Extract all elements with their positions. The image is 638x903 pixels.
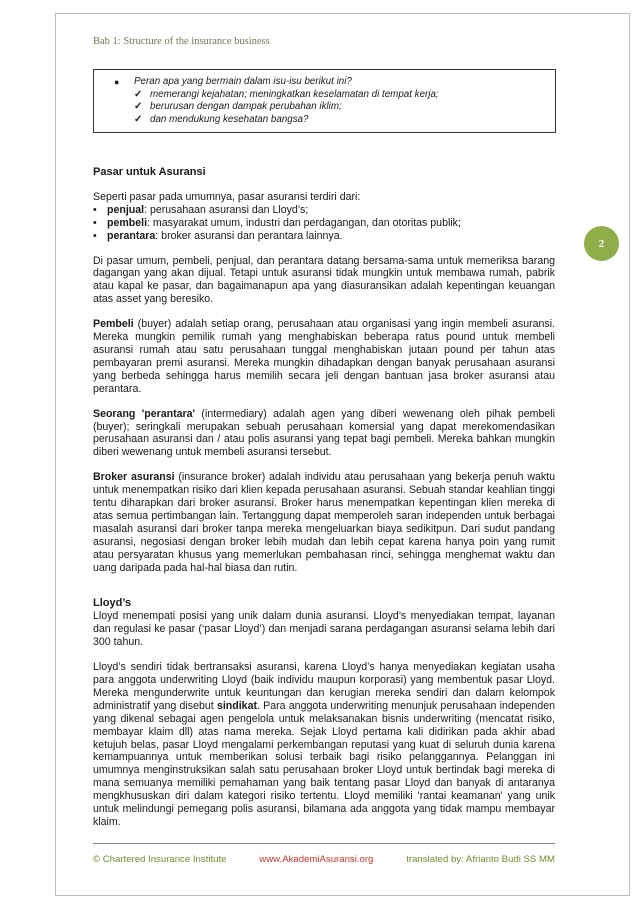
bullet-icon: •: [93, 216, 97, 229]
term-seller: penjual: [107, 203, 145, 216]
broker-paragraph: [93, 471, 555, 574]
question-subitem: [114, 114, 547, 127]
footer-divider: [93, 843, 555, 844]
buyer-paragraph: [93, 318, 555, 395]
market-paragraph: Di pasar umum, pembeli, penjual, dan perantara datang bersama-sama untuk memeriksa barang dagangan yang akan dijual. Tetapi untuk asuransi tidak mungkin untuk membawa rumah, pabrik atau kapal ke pasar, dan bagaimanapun apa yang diasuransikan adalah kepentingan keuangan atas asset yang beresiko.: [93, 254, 555, 306]
list-item: [93, 230, 555, 243]
page-header-title: Bab 1: Structure of the insurance business: [93, 36, 270, 47]
footer-url-link[interactable]: www.AkademiAsuransi.org: [259, 854, 374, 865]
term-buyer: pembeli: [107, 216, 148, 229]
term-bold: Broker asuransi: [93, 471, 175, 484]
page-footer: [93, 854, 555, 865]
checkmark-icon: ✓: [134, 113, 143, 125]
question-box: [93, 69, 556, 133]
main-content: [93, 166, 555, 829]
question-subitem-text: dan mendukung kesehatan bangsa?: [150, 113, 309, 125]
question-item: [114, 76, 547, 89]
section-heading-lloyds: Lloyd’s: [93, 597, 132, 610]
list-item-text: : broker asuransi dan perantara lainnya.: [155, 229, 343, 242]
paragraph-text: (buyer) adalah setiap orang, perusahaan atau organisasi yang ingin membeli asuransi. Mereka mungkin pemilik rumah yang menghabiskan beberapa ratus pound untuk membeli asuransi rumah atau satu perusahaan tunggal menghabiskan jutaan pound per tahun atas pembayaran premi asuransi. Mereka mungkin dihadapkan dengan banyak perusahaan asuransi yang berbeda sehingga harus memilih secara jeli dengan bantuan jasa broker asuransi atau perantara.: [93, 318, 555, 395]
term-bold: Pembeli: [93, 318, 134, 331]
paragraph-text: Lloyd’s sendiri tidak bertransaksi asuransi, karena Lloyd’s hanya menyediakan kegiatan usaha para anggota underwriting Lloyd (baik individu maupun korporasi) yang membentuk pasar Lloyd. Mereka mengunderwrite untuk keuntungan dan kerugian mereka sendiri dan dalam kelompok administratif yang disebut: [93, 661, 555, 712]
list-item-text: : perusahaan asuransi dan Lloyd’s;: [144, 203, 309, 216]
term-intermediary: perantara: [107, 229, 156, 242]
question-subitem-text: berurusan dengan dampak perubahan iklim;: [150, 101, 342, 113]
bullet-icon: •: [93, 203, 97, 216]
paragraph-text: (intermediary) adalah agen yang diberi wewenang oleh pihak pembeli (buyer); seringkali merupakan sebuah perusahaan komersial yang dapat merekomendasikan perusahaan asuransi dan / atau polis asuransi yang tepat bagi pembeli. Mereka bahkan mungkin diberi wewenang untuk membeli asuransi tersebut.: [93, 407, 556, 459]
term-bold: sindikat: [216, 699, 257, 712]
market-intro: Seperti pasar pada umumnya, pasar asuransi terdiri dari:: [93, 190, 361, 203]
footer-copyright: © Chartered Insurance Institute: [93, 854, 227, 865]
checkmark-icon: ✓: [134, 101, 143, 113]
bullet-icon: ●: [114, 77, 120, 87]
paragraph-text: . Para anggota underwriting menunjuk perusahaan independen yang dikenal sebagai agen pengelola untuk melaksanakan bisnis underwriting (mencatat risiko, membayar klaim dll) atas nama mereka. Sejak Lloyd pertama kali didirikan pada akhir abad ketujuh belas, pasar Lloyd mengalami perkembangan reputasi yang kuat di seluruh dunia karena kemampuannya untuk memberikan solusi terbaik bagi risiko pelanggannya. Pelanggan ini umumnya menginstruksikan salah satu perusahaan broker Lloyd untuk bertindak bagi mereka di mana semuanya memiliki pemahaman yang baik tentang pasar Lloyd dan banyak di antaranya mengkhususkan diri dalam kategori risiko tertentu. Lloyd memiliki 'rantai keamanan' yang unik untuk melindungi pemegang polis asuransi, bilamana ada anggota yang tidak mampu membayar klaim.: [93, 699, 555, 828]
page-number-badge: 2: [584, 226, 619, 261]
paragraph-text: (insurance broker) adalah individu atau perusahaan yang bekerja penuh waktu untuk menempatkan risiko dari klien kepada perusahaan asuransi. Sebuah standar keahlian tinggi tentu diharapkan dari broker asuransi. Broker harus menempatkan kepentingan klien mereka di atas semua pertimbangan lain. Tertanggung dapat memperoleh saran independen untuk berbagai masalah asuransi dari broker tanpa mereka mengeluarkan biaya sedikitpun. Dari sudut pandang asuransi, negosiasi dengan broker lebih mudah dan lebih cepat karena hanya poin yang rumit atau persyaratan khusus yang memerlukan pembahasan rinci, sehingga menghemat waktu dan uang daripada pada hal-hal biasa dan rutin.: [93, 471, 555, 574]
question-subitem: [114, 101, 547, 114]
question-subitem-text: memerangi kejahatan; meningkatkan keselamatan di tempat kerja;: [150, 88, 439, 100]
list-item-text: : masyarakat umum, industri dan perdagangan, dan otoritas publik;: [147, 216, 461, 229]
intermediary-paragraph: [93, 408, 555, 460]
list-item: [93, 217, 555, 230]
bullet-icon: •: [93, 229, 97, 242]
checkmark-icon: ✓: [134, 88, 143, 100]
list-item: [93, 204, 555, 217]
market-participants-list: [93, 204, 555, 243]
lloyds-paragraph: [93, 661, 555, 829]
lloyds-paragraph: Lloyd menempati posisi yang unik dalam dunia asuransi. Lloyd’s menyediakan tempat, layanan dan regulasi ke pasar (‘pasar Lloyd’) dan menjadi sarana perdagangan asuransi selama lebih dari 300 tahun.: [93, 610, 555, 649]
section-heading-market: Pasar untuk Asuransi: [93, 166, 206, 178]
question-text: Peran apa yang bermain dalam isu-isu berikut ini?: [134, 76, 352, 87]
footer-translator: translated by: Afrianto Budi SS MM: [406, 854, 555, 865]
term-bold: Seorang 'perantara': [93, 407, 196, 420]
question-subitem: [114, 89, 547, 102]
